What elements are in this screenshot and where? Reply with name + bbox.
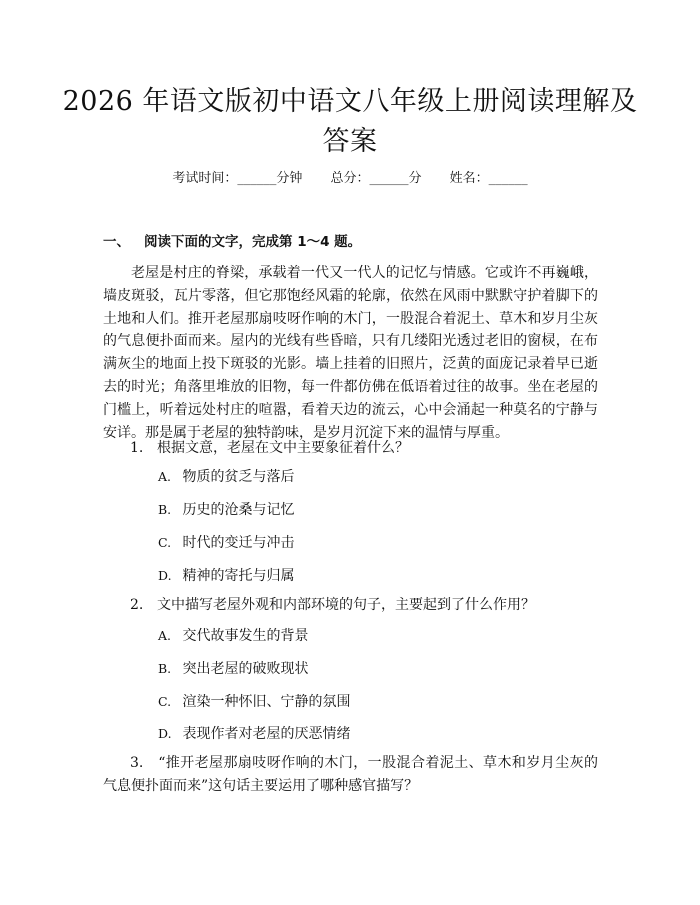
question-1 — [130, 438, 409, 458]
question-text: “推开老屋那扇吱呀作响的木门，一股混合着泥土、草木和岁月尘灰的气息便扑面而来”这句话主要运用了哪种感官描写？ — [103, 755, 599, 794]
question-1-option-b — [158, 500, 294, 520]
exam-info-line — [0, 170, 700, 188]
option-letter: D. — [158, 568, 172, 583]
question-2-option-c — [158, 692, 350, 712]
option-letter: A. — [158, 469, 172, 484]
section-number: 一、 — [103, 234, 130, 250]
section-heading — [103, 230, 361, 250]
question-text: 根据文意，老屋在文中主要象征着什么？ — [157, 440, 409, 456]
question-2-option-b — [158, 659, 308, 679]
option-text: 物质的贫乏与落后 — [182, 469, 295, 485]
section-instruction: 阅读下面的文字，完成第 1～4 题。 — [144, 234, 362, 250]
reading-passage: 老屋是村庄的脊梁，承载着一代又一代人的记忆与情感。它或许不再巍峨，墙皮斑驳，瓦片零落，但它那饱经风霜的轮廓，依然在风雨中默默守护着脚下的土地和人们。推开老屋那扇吱呀作响的木门，一股混合着泥土、草木和岁月尘灰的气息便扑面而来。屋内的光线有些昏暗，只有几缕阳光透过老旧的窗棂，在布满灰尘的地面上投下斑驳的光影。墙上挂着的旧照片，泛黄的面庞记录着早已逝去的时光；角落里堆放的旧物，每一件都仿佛在低语着过往的故事。坐在老屋的门槛上，听着远处村庄的喧嚣，看着天边的流云，心中会涌起一种莫名的宁静与安详。那是属于老屋的独特韵味，是岁月沉淀下来的温情与厚重。 — [103, 265, 598, 441]
option-letter: A. — [158, 628, 172, 643]
question-3 — [103, 752, 598, 798]
total-score-field: 总分：______分 — [330, 171, 422, 186]
option-letter: B. — [158, 502, 172, 517]
exam-time-field: 考试时间：______分钟 — [172, 171, 303, 186]
student-name-field: 姓名：______ — [449, 171, 528, 186]
option-letter: D. — [158, 726, 172, 741]
option-text: 精神的寄托与归属 — [182, 568, 295, 584]
option-text: 时代的变迁与冲击 — [182, 535, 295, 551]
option-text: 交代故事发生的背景 — [182, 628, 309, 644]
question-2-option-d — [158, 724, 350, 744]
page-title: 2026 年语文版初中语文八年级上册阅读理解及答案 — [62, 86, 638, 157]
question-text: 文中描写老屋外观和内部环境的句子，主要起到了什么作用？ — [157, 597, 535, 613]
question-1-option-c — [158, 533, 294, 553]
option-text: 历史的沧桑与记忆 — [182, 502, 295, 518]
question-2 — [130, 595, 535, 615]
option-text: 突出老屋的破败现状 — [182, 661, 309, 677]
option-letter: B. — [158, 661, 172, 676]
question-number: 3. — [130, 755, 144, 771]
question-number: 2. — [130, 597, 144, 613]
question-2-option-a — [158, 626, 308, 646]
option-text: 渲染一种怀旧、宁静的氛围 — [182, 694, 351, 710]
question-1-option-d — [158, 566, 294, 586]
option-text: 表现作者对老屋的厌恶情绪 — [182, 726, 351, 742]
option-letter: C. — [158, 694, 172, 709]
question-1-option-a — [158, 467, 294, 487]
option-letter: C. — [158, 535, 172, 550]
question-number: 1. — [130, 440, 144, 456]
